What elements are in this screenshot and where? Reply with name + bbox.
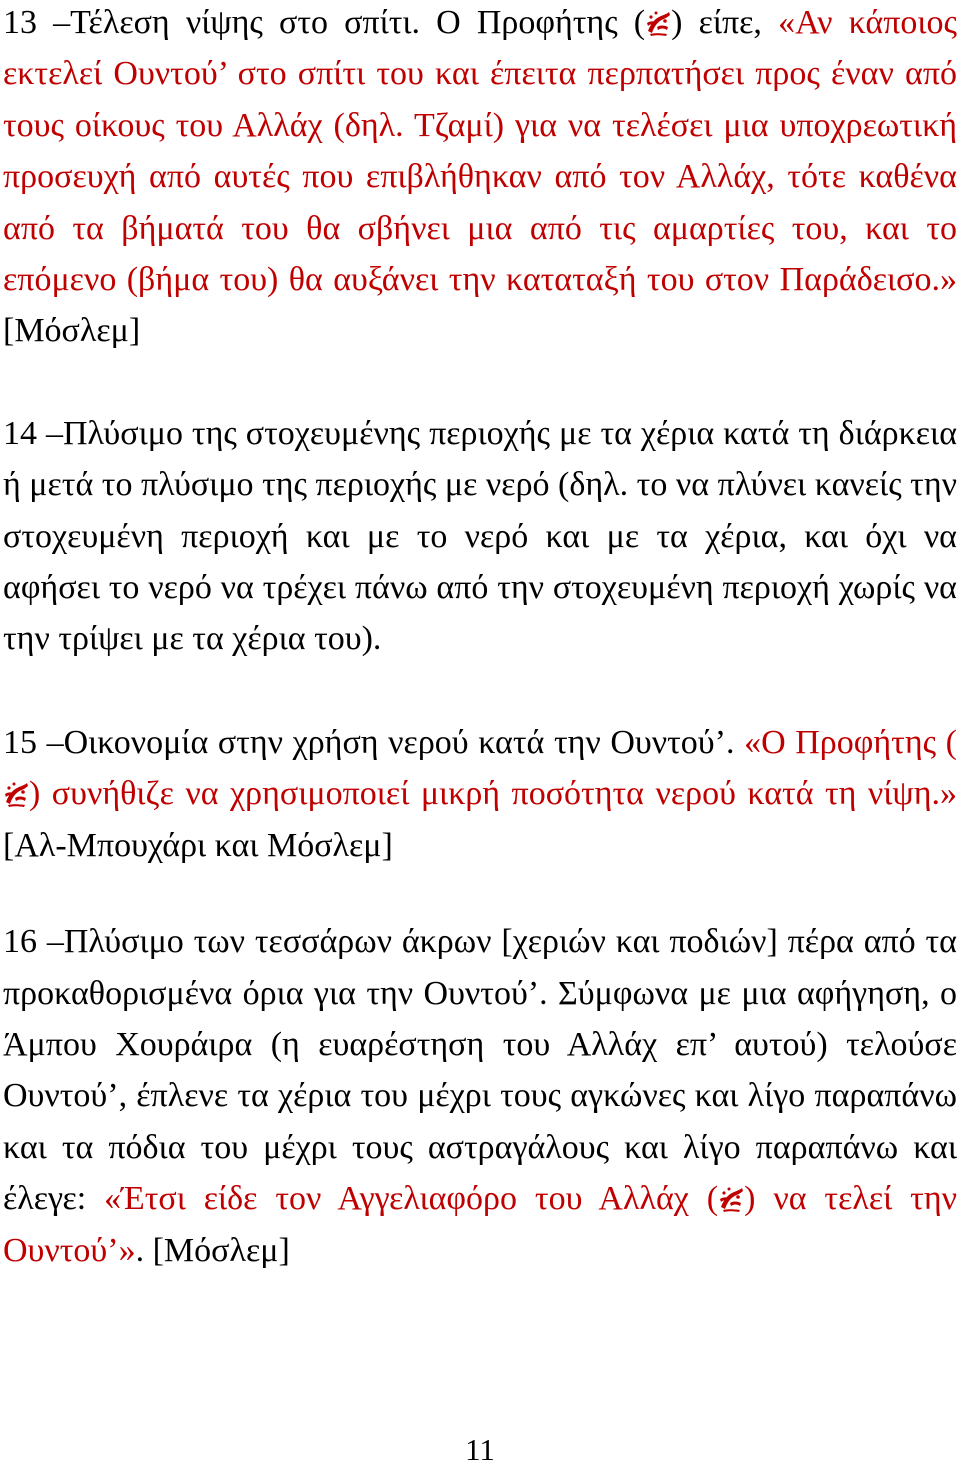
paragraph-text: Πλύσιμο των τεσσάρων άκρων [χεριών και ποδιών] πέρα από τα προκαθορισμένα όρια για την Ουντού’. Σύμφωνα με μια αφήγηση, ο Άμπου Χουράιρα (η ευαρέστηση του Αλλάχ επ’ αυτού) τελούσε Ουντού’, έπλενε τα χέρια του μέχρι τους αγκώνες και λίγο παραπάνω και τα πόδια του μέχρι τους αστραγάλους και λίγο παραπάνω και έλεγε: (3, 923, 957, 1218)
dash: – (37, 723, 64, 761)
paragraph-number: 14 (3, 414, 37, 452)
pbuh-symbol-icon (718, 1185, 744, 1213)
paragraph-13 (3, 0, 957, 357)
hadith-quote-start: «Ο Προφήτης ( (744, 723, 957, 761)
hadith-quote: «Αν κάποιος εκτελεί Ουντού’ στο σπίτι του και έπειτα περπατήσει προς έναν από τους οίκους του Αλλάχ (δηλ. Τζαμί) για να τελέσει μια υποχρεωτική προσευχή από αυτές που επιβλήθηκαν από τον Αλλάχ, τότε καθένα από τα βήματά του θα σβήνει μια από τις αμαρτίες του, και το επόμενο (βήμα του) θα αυξάνει την καταταξή του στον Παράδεισο.» (3, 4, 958, 299)
hadith-source: [Αλ-Μπουχάρι και Μόσλεμ] (3, 826, 393, 864)
dash: – (37, 923, 64, 961)
hadith-quote-end: ) να τελεί την Ουντού’» (3, 1180, 957, 1269)
heading-continuation: ) είπε, (671, 4, 779, 41)
paragraph-number: 16 (3, 923, 37, 961)
dash: – (37, 4, 71, 41)
dash: – (37, 414, 63, 452)
paragraph-number: 15 (3, 723, 37, 761)
paragraph-16 (3, 916, 957, 1276)
paragraph-15 (3, 717, 957, 871)
paragraph-text: Πλύσιμο της στοχευμένης περιοχής με τα χέρια κατά τη διάρκεια ή μετά το πλύσιμο της περιοχής με νερό (δηλ. το να πλύνει κανείς την στοχευμένη περιοχή και με το νερό και με τα χέρια, και όχι να αφήσει το νερό να τρέχει πάνω από την στοχευμένη περιοχή χωρίς να την τρίψει με τα χέρια του). (3, 414, 958, 658)
pbuh-symbol-icon (645, 9, 671, 37)
paragraph-heading: Τέλεση νίψης στο σπίτι. Ο Προφήτης ( (70, 4, 646, 41)
pbuh-symbol-icon (3, 780, 29, 808)
paragraph-14 (3, 408, 957, 665)
hadith-quote-end: ) συνήθιζε να χρησιμοποιεί μικρή ποσότητα νερού κατά τη νίψη.» (29, 775, 957, 813)
page-number: 11 (465, 1432, 495, 1467)
paragraph-heading: Οικονομία στην χρήση νερού κατά την Ουντού’. (63, 723, 745, 761)
hadith-quote-start: «Έτσι είδε τον Αγγελιαφόρο του Αλλάχ ( (104, 1180, 719, 1218)
paragraph-number: 13 (3, 4, 37, 41)
hadith-source: [Μόσλεμ] (3, 312, 141, 350)
hadith-source: . [Μόσλεμ] (135, 1231, 290, 1269)
